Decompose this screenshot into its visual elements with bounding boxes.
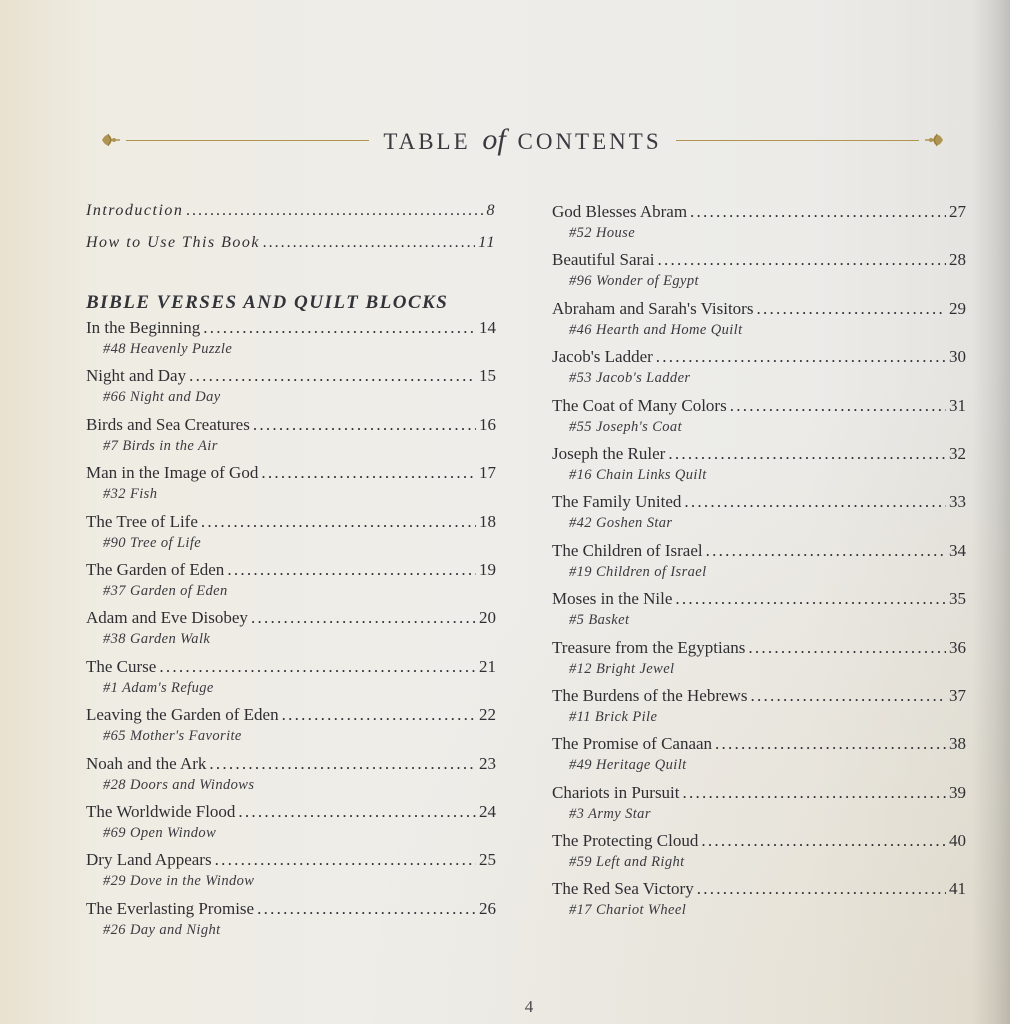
quilt-block-name: #46 Hearth and Home Quilt	[569, 321, 743, 338]
dot-leader	[261, 463, 476, 483]
entry-title: The Garden of Eden	[86, 559, 225, 579]
quilt-block-name: #7 Birds in the Air	[103, 437, 218, 454]
quilt-block-name: #11 Brick Pile	[569, 708, 658, 725]
toc-entry-row	[86, 657, 496, 677]
dot-leader	[715, 734, 946, 754]
toc-entry-row	[552, 492, 966, 512]
entry-page-number: 34	[949, 540, 966, 560]
dot-leader	[263, 234, 475, 252]
toc-entry-row	[86, 705, 496, 725]
right-entry-list	[552, 202, 966, 928]
entry-page-number: 26	[479, 898, 496, 918]
header-rule-right	[676, 140, 919, 141]
dot-leader	[756, 299, 946, 319]
toc-entry[interactable]	[86, 608, 496, 656]
toc-entry[interactable]	[552, 783, 966, 831]
toc-entry-row	[86, 899, 496, 919]
entry-title: The Family United	[552, 492, 682, 512]
fleuron-left-icon	[100, 130, 122, 150]
toc-entry[interactable]	[86, 705, 496, 753]
toc-header	[100, 120, 945, 160]
entry-page-number: 38	[949, 734, 966, 754]
quilt-block-name: #37 Garden of Eden	[103, 582, 228, 599]
title-of: of	[482, 123, 506, 156]
toc-entry-row	[86, 318, 496, 338]
front-matter-page: 8	[486, 202, 496, 219]
toc-entry-row	[552, 202, 966, 222]
quilt-block-name: #3 Army Star	[569, 805, 651, 822]
toc-column-right	[552, 202, 966, 928]
toc-entry[interactable]	[552, 686, 966, 734]
quilt-block-name: #1 Adam's Refuge	[103, 679, 214, 696]
fleuron-right-icon	[923, 130, 945, 150]
quilt-block-name: #55 Joseph's Coat	[569, 418, 683, 435]
toc-entry[interactable]	[86, 899, 496, 947]
entry-title: Treasure from the Egyptians	[552, 637, 746, 657]
dot-leader	[209, 754, 476, 774]
entry-title: The Red Sea Victory	[552, 879, 694, 899]
dot-leader	[215, 850, 476, 870]
toc-entry-row	[552, 541, 966, 561]
toc-entry[interactable]	[552, 202, 966, 250]
quilt-block-name: #53 Jacob's Ladder	[569, 370, 691, 387]
entry-page-number: 21	[479, 656, 496, 676]
toc-entry-row	[552, 831, 966, 851]
toc-entry[interactable]	[86, 463, 496, 511]
quilt-block-name: #32 Fish	[103, 486, 158, 503]
entry-page-number: 24	[479, 801, 496, 821]
front-matter-title: Introduction	[86, 202, 184, 219]
toc-entry-row	[552, 638, 966, 658]
entry-title: The Everlasting Promise	[86, 898, 255, 918]
dot-leader	[706, 541, 946, 561]
entry-title: Moses in the Nile	[552, 589, 673, 609]
dot-leader	[730, 396, 946, 416]
dot-leader	[684, 492, 946, 512]
toc-entry[interactable]	[552, 444, 966, 492]
dot-leader	[159, 657, 476, 677]
entry-page-number: 16	[479, 414, 496, 434]
quilt-block-name: #66 Night and Day	[103, 389, 221, 406]
page-folio: 4	[524, 997, 534, 1016]
toc-entry[interactable]	[552, 638, 966, 686]
front-matter-item[interactable]	[86, 202, 496, 234]
dot-leader	[189, 366, 476, 386]
entry-page-number: 27	[949, 202, 966, 221]
entry-page-number: 36	[949, 637, 966, 657]
entry-title: Night and Day	[86, 366, 187, 386]
toc-entry-row	[86, 802, 496, 822]
quilt-block-name: #49 Heritage Quilt	[569, 757, 687, 774]
toc-entry[interactable]	[552, 541, 966, 589]
entry-title: The Burdens of the Hebrews	[552, 685, 748, 705]
entry-title: Joseph the Ruler	[552, 443, 666, 463]
quilt-block-name: #17 Chariot Wheel	[569, 902, 687, 919]
dot-leader	[748, 638, 946, 658]
quilt-block-name: #48 Heavenly Puzzle	[103, 341, 233, 357]
dot-leader	[657, 250, 946, 270]
front-matter-title: How to Use This Book	[86, 234, 260, 251]
quilt-block-name: #90 Tree of Life	[103, 534, 202, 551]
toc-entry[interactable]	[86, 366, 496, 414]
toc-entry-row	[552, 783, 966, 803]
toc-entry[interactable]	[552, 492, 966, 540]
header-rule-left	[126, 140, 369, 141]
quilt-block-name: #29 Dove in the Window	[103, 873, 255, 890]
toc-entry[interactable]	[552, 347, 966, 395]
quilt-block-name: #28 Doors and Windows	[103, 776, 255, 793]
toc-entry[interactable]	[86, 318, 496, 366]
spine-shadow	[972, 0, 1010, 1024]
toc-entry-row	[552, 589, 966, 609]
toc-entry-row	[552, 734, 966, 754]
section-heading: BIBLE VERSES AND QUILT BLOCKS	[86, 292, 449, 313]
entry-title: The Coat of Many Colors	[552, 395, 727, 415]
entry-title: Beautiful Sarai	[552, 250, 655, 270]
entry-page-number: 23	[479, 753, 496, 773]
toc-entry[interactable]	[86, 657, 496, 705]
front-matter-page: 11	[478, 234, 496, 251]
quilt-block-name: #42 Goshen Star	[569, 515, 673, 532]
entry-title: God Blesses Abram	[552, 202, 688, 221]
dot-leader	[282, 705, 476, 725]
toc-entry[interactable]	[552, 396, 966, 444]
entry-page-number: 20	[479, 608, 496, 628]
toc-column-left	[86, 202, 496, 947]
dot-leader	[697, 879, 946, 899]
entry-title: Adam and Eve Disobey	[86, 608, 248, 628]
entry-title: The Promise of Canaan	[552, 734, 713, 754]
toc-entry[interactable]	[86, 560, 496, 608]
dot-leader	[750, 686, 946, 706]
quilt-block-name: #96 Wonder of Egypt	[569, 273, 699, 290]
title-right: CONTENTS	[517, 129, 662, 154]
entry-title: Man in the Image of God	[86, 463, 259, 483]
entry-title: The Protecting Cloud	[552, 831, 699, 851]
toc-entry-row	[86, 608, 496, 628]
quilt-block-name: #69 Open Window	[103, 824, 217, 841]
dot-leader	[656, 347, 946, 367]
entry-title: Noah and the Ark	[86, 753, 207, 773]
entry-page-number: 18	[479, 511, 496, 531]
toc-entry-row	[86, 463, 496, 483]
toc-entry-row	[86, 512, 496, 532]
dot-leader	[675, 589, 946, 609]
dot-leader	[690, 202, 946, 222]
entry-page-number: 32	[949, 443, 966, 463]
title-left: TABLE	[383, 129, 471, 154]
quilt-block-name: #5 Basket	[569, 612, 630, 629]
toc-entry-row	[86, 366, 496, 386]
dot-leader	[683, 783, 946, 803]
entry-page-number: 29	[949, 298, 966, 318]
dot-leader	[201, 512, 476, 532]
dot-leader	[257, 899, 476, 919]
toc-entry-row	[86, 754, 496, 774]
quilt-block-name: #59 Left and Right	[569, 854, 685, 871]
entry-title: Abraham and Sarah's Visitors	[552, 298, 754, 318]
toc-entry[interactable]	[552, 734, 966, 782]
entry-page-number: 35	[949, 589, 966, 609]
toc-entry[interactable]	[86, 754, 496, 802]
entry-page-number: 39	[949, 782, 966, 802]
entry-title: The Curse	[86, 656, 157, 676]
toc-entry[interactable]	[552, 831, 966, 879]
entry-page-number: 41	[949, 879, 966, 899]
toc-entry[interactable]	[86, 415, 496, 463]
toc-entry-row	[86, 560, 496, 580]
toc-entry-row	[86, 850, 496, 870]
toc-entry-row	[552, 396, 966, 416]
quilt-block-name: #16 Chain Links Quilt	[569, 466, 707, 483]
toc-entry-row	[552, 299, 966, 319]
entry-page-number: 15	[479, 366, 496, 386]
dot-leader	[227, 560, 476, 580]
entry-title: Dry Land Appears	[86, 850, 212, 870]
toc-entry[interactable]	[552, 879, 966, 927]
page-title	[383, 123, 661, 157]
toc-entry-row	[552, 250, 966, 270]
entry-title: The Worldwide Flood	[86, 801, 236, 821]
dot-leader	[701, 831, 946, 851]
dot-leader	[238, 802, 476, 822]
toc-entry-row	[552, 444, 966, 464]
dot-leader	[186, 202, 483, 220]
quilt-block-name: #38 Garden Walk	[103, 631, 211, 648]
toc-entry[interactable]	[552, 299, 966, 347]
entry-title: In the Beginning	[86, 318, 201, 337]
entry-title: Chariots in Pursuit	[552, 782, 680, 802]
entry-page-number: 31	[949, 395, 966, 415]
toc-entry-row	[552, 347, 966, 367]
entry-page-number: 37	[949, 685, 966, 705]
quilt-block-name: #65 Mother's Favorite	[103, 728, 242, 745]
dot-leader	[203, 318, 476, 338]
entry-page-number: 30	[949, 347, 966, 367]
toc-entry-row	[552, 686, 966, 706]
entry-title: The Children of Israel	[552, 540, 703, 560]
left-entry-list	[86, 318, 496, 947]
quilt-block-name: #26 Day and Night	[103, 921, 221, 938]
entry-page-number: 28	[949, 250, 966, 270]
entry-title: Jacob's Ladder	[552, 347, 653, 367]
entry-page-number: 40	[949, 831, 966, 851]
dot-leader	[253, 415, 476, 435]
front-matter-item[interactable]	[86, 234, 496, 266]
quilt-block-name: #12 Bright Jewel	[569, 660, 675, 677]
toc-entry[interactable]	[552, 589, 966, 637]
entry-page-number: 17	[479, 463, 496, 483]
dot-leader	[668, 444, 946, 464]
dot-leader	[251, 608, 476, 628]
entry-page-number: 25	[479, 850, 496, 870]
entry-page-number: 14	[479, 318, 496, 337]
entry-title: Birds and Sea Creatures	[86, 414, 250, 434]
quilt-block-name: #52 House	[569, 225, 636, 241]
toc-entry[interactable]	[552, 250, 966, 298]
entry-title: Leaving the Garden of Eden	[86, 705, 279, 725]
entry-page-number: 19	[479, 559, 496, 579]
toc-entry[interactable]	[86, 802, 496, 850]
quilt-block-name: #19 Children of Israel	[569, 563, 707, 580]
entry-page-number: 22	[479, 705, 496, 725]
entry-title: The Tree of Life	[86, 511, 198, 531]
toc-entry-row	[552, 879, 966, 899]
toc-entry[interactable]	[86, 512, 496, 560]
toc-entry-row	[86, 415, 496, 435]
entry-page-number: 33	[949, 492, 966, 512]
toc-entry[interactable]	[86, 850, 496, 898]
